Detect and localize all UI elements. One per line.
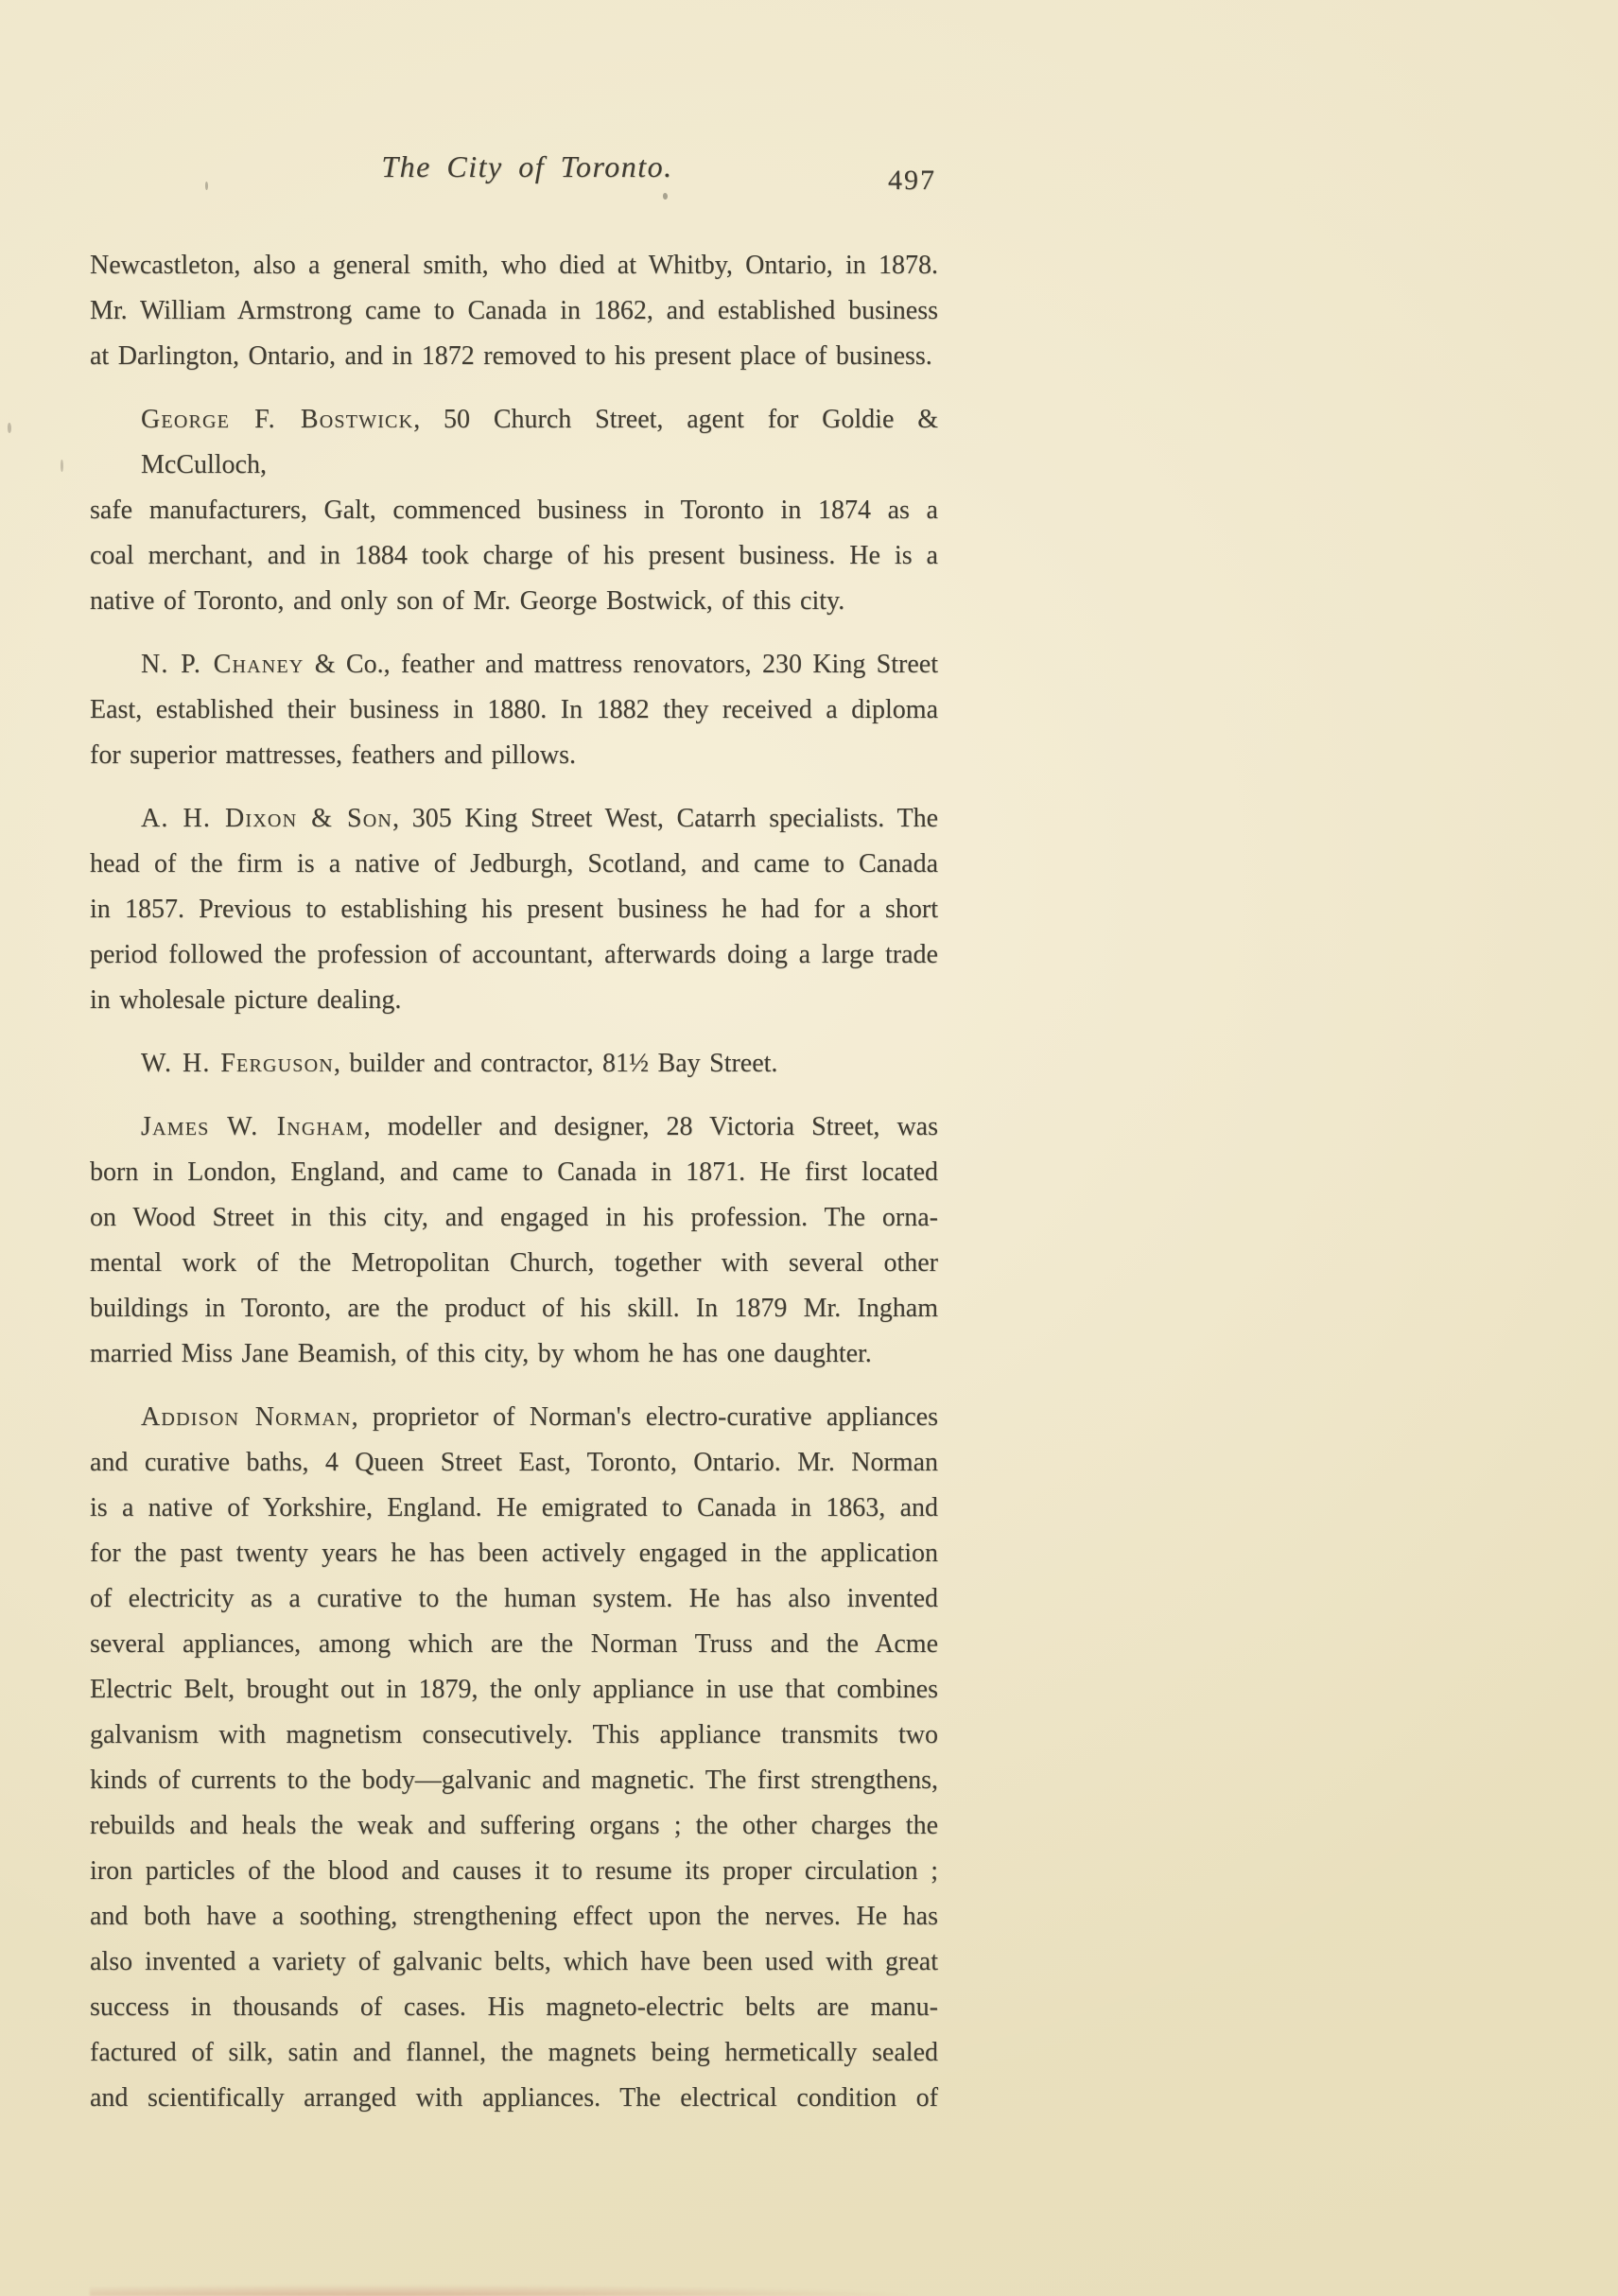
text-line (90, 533, 938, 579)
text-line (90, 687, 938, 733)
text-segment: at Darlington, Ontario, and in 1872 removed to his present place of business. (90, 341, 932, 371)
text-segment: on Wood Street in this city, and engaged in his profession. The orna- (90, 1203, 938, 1232)
text-segment: , modeller and designer, 28 Victoria Street, was (363, 1112, 938, 1141)
text-segment: Mr. William Armstrong came to Canada in 1862, and established business (90, 296, 938, 325)
text-line (90, 1331, 938, 1377)
paragraph (90, 642, 938, 778)
text-line (90, 1849, 938, 1894)
text-line (90, 1486, 938, 1531)
text-line (90, 2076, 938, 2121)
text-segment: Newcastleton, also a general smith, who died at Whitby, Ontario, in 1878. (90, 251, 938, 280)
text-line (90, 1985, 938, 2030)
text-segment: and curative baths, 4 Queen Street East, Toronto, Ontario. Mr. Norman (90, 1448, 938, 1477)
text-segment: is a native of Yorkshire, England. He emigrated to Canada in 1863, and (90, 1493, 938, 1522)
business-name: A. H. Dixon & Son (141, 804, 393, 833)
text-line (90, 243, 938, 288)
text-line (90, 1105, 938, 1150)
text-line (90, 1894, 938, 1939)
text-line (90, 579, 938, 624)
text-segment: mental work of the Metropolitan Church, together with several other (90, 1248, 938, 1278)
text-line (90, 1150, 938, 1195)
paragraph (90, 243, 938, 379)
text-segment: safe manufacturers, Galt, commenced business in Toronto in 1874 as a (90, 496, 938, 525)
text-line (90, 1395, 938, 1440)
paragraph (90, 1105, 938, 1377)
text-line (90, 733, 938, 778)
text-line (90, 1803, 938, 1849)
text-segment: & Co., feather and mattress renovators, 230 King Street (304, 650, 938, 679)
text-line (90, 1041, 938, 1087)
text-segment: married Miss Jane Beamish, of this city, by whom he has one daughter. (90, 1339, 872, 1368)
text-segment: of electricity as a curative to the human system. He has also invented (90, 1584, 938, 1613)
text-segment: rebuilds and heals the weak and suffering organs ; the other charges the (90, 1811, 938, 1840)
running-title: The City of Toronto. (381, 149, 673, 183)
text-line (90, 288, 938, 334)
business-name: N. P. Chaney (141, 650, 304, 679)
text-line (90, 842, 938, 887)
text-line (90, 2030, 938, 2076)
text-segment: factured of silk, satin and flannel, the magnets being hermetically sealed (90, 2038, 938, 2067)
text-segment: coal merchant, and in 1884 took charge of his present business. He is a (90, 541, 938, 570)
text-segment: kinds of currents to the body—galvanic and magnetic. The first strengthens, (90, 1765, 938, 1795)
scan-speck (61, 460, 63, 472)
text-segment: in wholesale picture dealing. (90, 985, 402, 1015)
text-segment: , builder and contractor, 81½ Bay Street. (333, 1049, 778, 1078)
text-segment: in 1857. Previous to establishing his present business he had for a short (90, 895, 938, 924)
scan-speck (663, 193, 668, 200)
text-segment: buildings in Toronto, are the product of his skill. In 1879 Mr. Ingham (90, 1294, 938, 1323)
text-line (90, 978, 938, 1023)
text-segment: galvanism with magnetism consecutively. This appliance transmits two (90, 1720, 938, 1749)
text-line (90, 1713, 938, 1758)
text-line (90, 1286, 938, 1331)
page-number: 497 (888, 165, 936, 196)
text-segment: for the past twenty years he has been actively engaged in the application (90, 1539, 938, 1568)
text-segment: iron particles of the blood and causes it to resume its proper circulation ; (90, 1856, 938, 1886)
text-segment: and both have a soothing, strengthening effect upon the nerves. He has (90, 1902, 938, 1931)
text-line (90, 1531, 938, 1576)
text-line (90, 887, 938, 932)
text-line (90, 642, 938, 687)
text-segment: Electric Belt, brought out in 1879, the only appliance in use that combines (90, 1675, 938, 1704)
text-segment: , 305 King Street West, Catarrh specialists. The (392, 804, 938, 833)
text-line (90, 397, 938, 488)
text-line (90, 1939, 938, 1985)
text-line (90, 796, 938, 842)
text-segment: East, established their business in 1880. In 1882 they received a diploma (90, 695, 938, 724)
text-line (90, 1667, 938, 1713)
text-segment: born in London, England, and came to Canada in 1871. He first located (90, 1157, 938, 1187)
text-segment: for superior mattresses, feathers and pillows. (90, 740, 577, 770)
scan-speck (205, 182, 208, 190)
text-line (90, 1622, 938, 1667)
text-segment: several appliances, among which are the Norman Truss and the Acme (90, 1629, 938, 1659)
text-line (90, 334, 938, 379)
scan-edge-smudge (90, 2285, 922, 2296)
text-segment: and scientifically arranged with appliances. The electrical condition of (90, 2083, 938, 2113)
text-segment: , 50 Church Street, agent for Goldie & McCulloch, (141, 405, 938, 479)
text-segment: also invented a variety of galvanic belts, which have been used with great (90, 1947, 938, 1976)
business-name: George F. Bostwick (141, 405, 414, 434)
page-body (90, 243, 938, 2121)
text-line (90, 1576, 938, 1622)
text-line (90, 1758, 938, 1803)
text-segment: period followed the profession of accountant, afterwards doing a large trade (90, 940, 938, 969)
text-line (90, 1241, 938, 1286)
paragraph (90, 397, 938, 624)
text-line (90, 1440, 938, 1486)
business-name: James W. Ingham (141, 1112, 364, 1141)
business-name: Addison Norman (141, 1402, 352, 1432)
text-segment: , proprietor of Norman's electro-curative appliances (351, 1402, 938, 1432)
scan-speck (8, 423, 11, 433)
paragraph (90, 1041, 938, 1087)
text-segment: success in thousands of cases. His magneto-electric belts are manu- (90, 1992, 938, 2022)
paragraph (90, 1395, 938, 2121)
paragraph (90, 796, 938, 1023)
text-segment: native of Toronto, and only son of Mr. George Bostwick, of this city. (90, 586, 845, 616)
text-segment: head of the firm is a native of Jedburgh, Scotland, and came to Canada (90, 849, 938, 878)
text-line (90, 1195, 938, 1241)
text-line (90, 488, 938, 533)
text-line (90, 932, 938, 978)
business-name: W. H. Ferguson (141, 1049, 334, 1078)
